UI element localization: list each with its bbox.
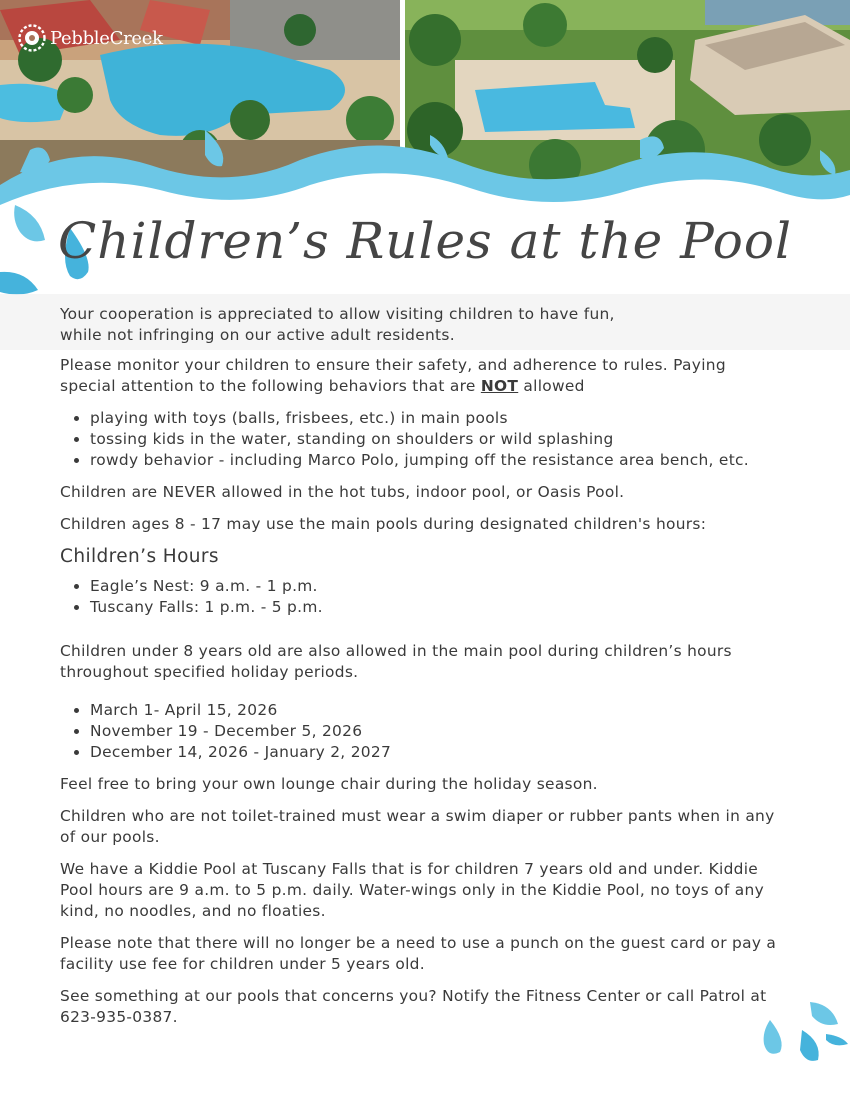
guest-card-paragraph: Please note that there will no longer be a need to use a punch on the guest card or pay a facility use fee for children under 5 years old. [60,934,777,973]
intro-paragraph [60,304,780,346]
intro-line-1: Your cooperation is appreciated to allow visiting children to have fun, [60,305,615,323]
monitor-text: Please monitor your children to ensure their safety, and adherence to rules. Paying special attention to the following behaviors that are [60,356,726,395]
intro-line-2: while not infringing on our active adult residents. [60,326,455,344]
list-item: • Eagle’s Nest: 9 a.m. - 1 p.m. [90,576,780,597]
list-item: • tossing kids in the water, standing on shoulders or wild splashing [90,429,780,450]
not-emphasis: NOT [480,377,519,395]
kiddie-pool-paragraph: We have a Kiddie Pool at Tuscany Falls that is for children 7 years old and under. Kiddie Pool hours are 9 a.m. to 5 p.m. daily. Water-wings only in the Kiddie Pool, no toys of any kind, no noodles, and no floaties. [60,860,764,920]
under8-paragraph: Children under 8 years old are also allowed in the main pool during children’s hours throughout specified holiday periods. [60,642,732,681]
hours-list [60,576,780,618]
swim-diaper-paragraph: Children who are not toilet-trained must wear a swim diaper or rubber pants when in any of our pools. [60,807,775,846]
monitor-text-after: allowed [518,377,585,395]
list-item: • November 19 - December 5, 2026 [90,721,780,742]
lounge-chair-paragraph: Feel free to bring your own lounge chair during the holiday season. [60,775,598,793]
list-item: • Tuscany Falls: 1 p.m. - 5 p.m. [90,597,780,618]
rules-content [60,304,780,1039]
list-item: • December 14, 2026 - January 2, 2027 [90,742,780,763]
monitor-paragraph [60,355,780,397]
list-item: • rowdy behavior - including Marco Polo, jumping off the resistance area bench, etc. [90,450,780,471]
never-allowed-paragraph: Children are NEVER allowed in the hot tubs, indoor pool, or Oasis Pool. [60,483,625,501]
list-item: • March 1- April 15, 2026 [90,700,780,721]
hours-heading: Children’s Hours [60,546,219,567]
page-title: Children’s Rules at the Pool [58,212,792,270]
holiday-periods-list [60,700,780,763]
list-item: • playing with toys (balls, frisbees, etc.) in main pools [90,408,780,429]
not-allowed-list [60,408,780,471]
brand-name: PebbleCreek [50,27,163,49]
concerns-paragraph: See something at our pools that concerns you? Notify the Fitness Center or call Patrol at 623-935-0387. [60,987,767,1026]
ages-paragraph: Children ages 8 - 17 may use the main pools during designated children's hours: [60,515,707,533]
water-drop-icon [730,980,850,1100]
